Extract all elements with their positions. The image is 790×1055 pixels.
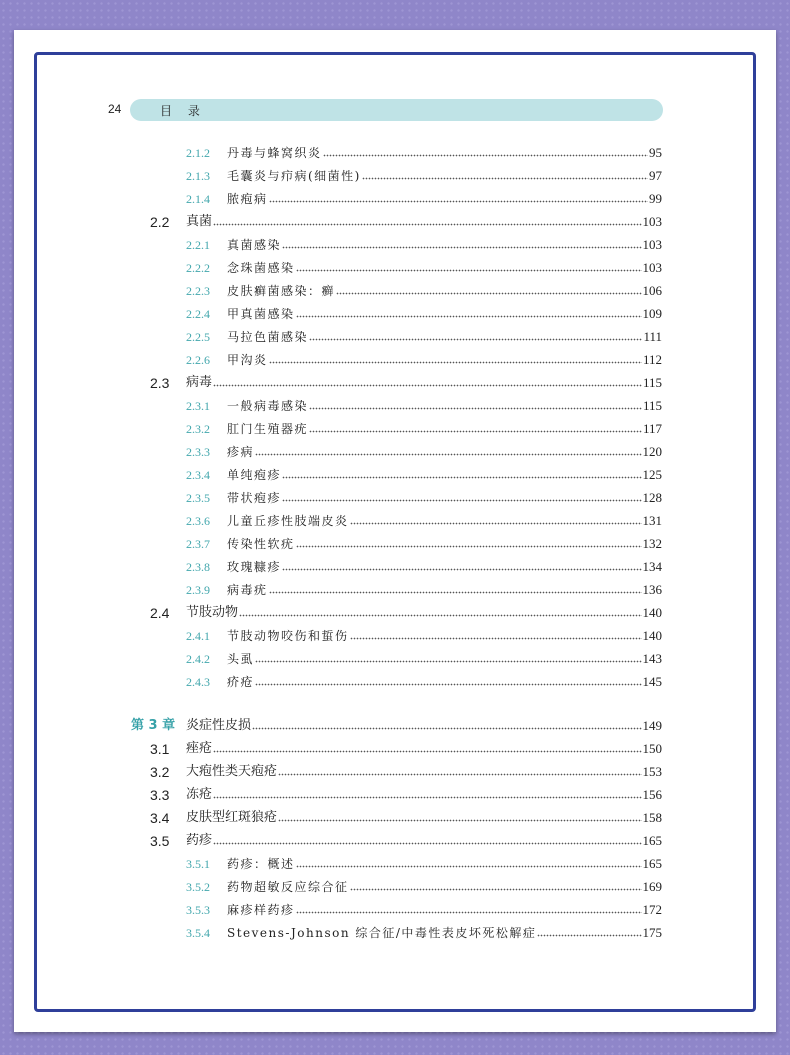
toc-entry-number: 2.1.4 bbox=[186, 192, 210, 206]
toc-entry-page: 136 bbox=[642, 582, 662, 597]
toc-entry-number: 2.3.1 bbox=[186, 399, 210, 413]
toc-entry-page: 149 bbox=[642, 718, 662, 733]
toc-entry-title: 真菌 bbox=[186, 214, 213, 229]
header-title: 目 录 bbox=[160, 104, 206, 118]
toc-entry-page: 153 bbox=[642, 764, 662, 779]
dot-leader bbox=[296, 304, 642, 318]
dot-leader bbox=[336, 281, 641, 295]
toc-entry-number: 3.1 bbox=[150, 741, 170, 757]
dot-leader bbox=[296, 534, 642, 548]
toc-entry-number: 2.3 bbox=[150, 375, 170, 391]
toc-entry-title: 一般病毒感染 bbox=[227, 399, 309, 413]
toc-entry-page: 145 bbox=[642, 674, 662, 689]
toc-entry-sub[interactable] bbox=[186, 532, 662, 552]
toc-entry-page: 125 bbox=[642, 467, 662, 482]
toc-entry-title: 疹病 bbox=[227, 445, 255, 459]
toc-entry-page: 140 bbox=[642, 628, 662, 643]
toc-entry-title: 节肢动物 bbox=[186, 605, 239, 620]
toc-entry-sub[interactable] bbox=[186, 187, 662, 207]
dot-leader bbox=[213, 739, 641, 753]
dot-leader bbox=[269, 350, 642, 364]
toc-entry-number: 3.4 bbox=[150, 810, 170, 826]
toc-entry-number: 2.1.2 bbox=[186, 146, 210, 160]
toc-entry-sub[interactable] bbox=[186, 141, 662, 161]
dot-leader bbox=[296, 854, 642, 868]
dot-leader bbox=[537, 923, 641, 937]
toc-entry-sec[interactable] bbox=[150, 737, 662, 757]
toc-entry-title: 病毒疣 bbox=[227, 583, 268, 597]
toc-entry-number: 3.3 bbox=[150, 787, 170, 803]
toc-entry-chap[interactable] bbox=[131, 714, 662, 734]
toc-entry-title: 节肢动物咬伤和蜇伤 bbox=[227, 629, 349, 643]
toc-entry-page: 99 bbox=[649, 191, 662, 206]
toc-entry-title: 痤疮 bbox=[186, 741, 213, 756]
dot-leader bbox=[213, 785, 641, 799]
dot-leader bbox=[213, 212, 641, 226]
toc-entry-page: 169 bbox=[642, 879, 662, 894]
dot-leader bbox=[213, 831, 641, 845]
dot-leader bbox=[296, 258, 642, 272]
toc-entry-number: 2.4.3 bbox=[186, 675, 210, 689]
toc-entry-sec[interactable] bbox=[150, 601, 662, 621]
toc-entry-number: 3.5.1 bbox=[186, 857, 210, 871]
toc-entry-page: 156 bbox=[642, 787, 662, 802]
toc-entry-sec[interactable] bbox=[150, 806, 662, 826]
toc-entry-sub[interactable] bbox=[186, 417, 662, 437]
dot-leader bbox=[255, 672, 641, 686]
toc-entry-sub[interactable] bbox=[186, 325, 662, 345]
toc-entry-number: 2.2 bbox=[150, 214, 170, 230]
dot-leader bbox=[282, 557, 641, 571]
toc-entry-title: 丹毒与蜂窝织炎 bbox=[227, 146, 322, 160]
toc-entry-number: 2.2.6 bbox=[186, 353, 210, 367]
toc-entry-sub[interactable] bbox=[186, 164, 662, 184]
toc-entry-title: 肛门生殖器疣 bbox=[227, 422, 309, 436]
toc-entry-page: 143 bbox=[642, 651, 662, 666]
toc-entry-title: 冻疮 bbox=[186, 787, 213, 802]
toc-entry-page: 117 bbox=[642, 421, 662, 436]
toc-entry-title: 念珠菌感染 bbox=[227, 261, 295, 275]
toc-entry-number: 2.3.4 bbox=[186, 468, 210, 482]
dot-leader bbox=[362, 166, 648, 180]
dot-leader bbox=[252, 716, 641, 730]
toc-entry-sec[interactable] bbox=[150, 371, 662, 391]
toc-entry-page: 172 bbox=[642, 902, 662, 917]
toc-entry-title: 病毒 bbox=[186, 375, 213, 390]
toc-entry-page: 106 bbox=[642, 283, 662, 298]
toc-entry-page: 115 bbox=[642, 398, 662, 413]
toc-entry-sub[interactable] bbox=[186, 348, 662, 368]
dot-leader bbox=[350, 511, 642, 525]
toc-entry-sub[interactable] bbox=[186, 394, 662, 414]
toc-entry-title: 真菌感染 bbox=[227, 238, 282, 252]
toc-entry-title: 单纯疱疹 bbox=[227, 468, 282, 482]
toc-entry-page: 175 bbox=[642, 925, 662, 940]
dot-leader bbox=[350, 626, 642, 640]
page-number: 24 bbox=[108, 102, 122, 116]
toc-entry-title: 大疱性类天疱疮 bbox=[186, 764, 278, 779]
toc-entry-title: 疥疮 bbox=[227, 675, 255, 689]
toc-entry-sec[interactable] bbox=[150, 210, 662, 230]
toc-entry-title: 药疹 bbox=[186, 833, 213, 848]
toc-entry-number: 2.2.5 bbox=[186, 330, 210, 344]
toc-entry-number: 2.3.2 bbox=[186, 422, 210, 436]
toc-entry-number: 2.3.7 bbox=[186, 537, 210, 551]
toc-entry-title: 甲真菌感染 bbox=[227, 307, 295, 321]
toc-entry-number: 2.3.6 bbox=[186, 514, 210, 528]
toc-entry-sec[interactable] bbox=[150, 829, 662, 849]
dot-leader bbox=[296, 900, 642, 914]
dot-leader bbox=[278, 762, 641, 776]
toc-entry-sub[interactable] bbox=[186, 486, 662, 506]
toc-entry-title: 马拉色菌感染 bbox=[227, 330, 309, 344]
toc-entry-number: 2.4.1 bbox=[186, 629, 210, 643]
toc-entry-number: 2.3.8 bbox=[186, 560, 210, 574]
toc-entry-page: 165 bbox=[642, 833, 662, 848]
toc-entry-number: 2.2.2 bbox=[186, 261, 210, 275]
toc-entry-sub[interactable] bbox=[186, 852, 662, 872]
toc-entry-title: 带状疱疹 bbox=[227, 491, 282, 505]
toc-entry-title: 皮肤癣菌感染：癣 bbox=[227, 284, 336, 298]
toc-entry-page: 111 bbox=[643, 329, 662, 344]
toc-entry-number: 第 3 章 bbox=[131, 718, 176, 733]
dot-leader bbox=[213, 373, 642, 387]
toc-entry-title: 儿童丘疹性肢端皮炎 bbox=[227, 514, 349, 528]
toc-entry-sub[interactable] bbox=[186, 670, 662, 690]
toc-entry-page: 134 bbox=[642, 559, 662, 574]
toc-entry-title: 毛囊炎与疖病(细菌性) bbox=[227, 169, 361, 183]
dot-leader bbox=[350, 877, 642, 891]
toc-entry-page: 109 bbox=[642, 306, 662, 321]
toc-entry-page: 115 bbox=[642, 375, 662, 390]
dot-leader bbox=[269, 580, 642, 594]
toc-entry-page: 165 bbox=[642, 856, 662, 871]
toc-entry-number: 3.5.3 bbox=[186, 903, 210, 917]
dot-leader bbox=[309, 396, 642, 410]
dot-leader bbox=[278, 808, 641, 822]
toc-entry-sub[interactable] bbox=[186, 898, 662, 918]
toc-entry-number: 3.5 bbox=[150, 833, 170, 849]
dot-leader bbox=[309, 419, 642, 433]
toc-entry-number: 2.1.3 bbox=[186, 169, 210, 183]
toc-entry-title: 麻疹样药疹 bbox=[227, 903, 295, 917]
toc-entry-number: 2.3.9 bbox=[186, 583, 210, 597]
dot-leader bbox=[255, 649, 641, 663]
toc-entry-sub[interactable] bbox=[186, 647, 662, 667]
dot-leader bbox=[323, 143, 648, 157]
dot-leader bbox=[282, 465, 641, 479]
toc-entry-page: 112 bbox=[642, 352, 662, 367]
toc-entry-number: 2.3.5 bbox=[186, 491, 210, 505]
toc-entry-sub[interactable] bbox=[186, 921, 662, 941]
toc-entry-page: 150 bbox=[642, 741, 662, 756]
toc-entry-page: 128 bbox=[642, 490, 662, 505]
toc-entry-sec[interactable] bbox=[150, 760, 662, 780]
toc-entry-sub[interactable] bbox=[186, 509, 662, 529]
toc-entry-title: 脓疱病 bbox=[227, 192, 268, 206]
toc-entry-sub[interactable] bbox=[186, 624, 662, 644]
toc-entry-number: 2.3.3 bbox=[186, 445, 210, 459]
toc-entry-sec[interactable] bbox=[150, 783, 662, 803]
toc-entry-page: 131 bbox=[642, 513, 662, 528]
toc-entry-page: 158 bbox=[642, 810, 662, 825]
toc-entry-title: 药疹：概述 bbox=[227, 857, 295, 871]
toc-entry-page: 95 bbox=[649, 145, 662, 160]
dot-leader bbox=[239, 603, 641, 617]
toc-entry-title: 头虱 bbox=[227, 652, 255, 666]
toc-entry-page: 120 bbox=[642, 444, 662, 459]
toc-entry-title: 玫瑰糠疹 bbox=[227, 560, 282, 574]
dot-leader bbox=[269, 189, 648, 203]
toc-entry-number: 3.5.2 bbox=[186, 880, 210, 894]
toc-entry-page: 97 bbox=[649, 168, 662, 183]
toc-entry-page: 132 bbox=[642, 536, 662, 551]
toc-entry-number: 2.2.4 bbox=[186, 307, 210, 321]
toc-entry-title: 药物超敏反应综合征 bbox=[227, 880, 349, 894]
toc-entry-number: 2.4.2 bbox=[186, 652, 210, 666]
toc-entry-sub[interactable] bbox=[186, 578, 662, 598]
toc-entry-title: 皮肤型红斑狼疮 bbox=[186, 810, 278, 825]
toc-entry-page: 140 bbox=[642, 605, 662, 620]
dot-leader bbox=[309, 327, 642, 341]
toc-entry-sub[interactable] bbox=[186, 256, 662, 276]
toc-entry-number: 3.2 bbox=[150, 764, 170, 780]
toc-entry-number: 3.5.4 bbox=[186, 926, 210, 940]
dot-leader bbox=[282, 235, 641, 249]
toc-entry-sub[interactable] bbox=[186, 555, 662, 575]
dot-leader bbox=[255, 442, 641, 456]
toc-entry-number: 2.2.1 bbox=[186, 238, 210, 252]
toc-entry-sub[interactable] bbox=[186, 302, 662, 322]
toc-entry-sub[interactable] bbox=[186, 279, 662, 299]
toc-entry-page: 103 bbox=[642, 237, 662, 252]
toc-entry-sub[interactable] bbox=[186, 875, 662, 895]
toc-entry-number: 2.2.3 bbox=[186, 284, 210, 298]
toc-entry-number: 2.4 bbox=[150, 605, 170, 621]
toc-entry-title: 传染性软疣 bbox=[227, 537, 295, 551]
toc-entry-title: 炎症性皮损 bbox=[186, 718, 252, 733]
toc-entry-sub[interactable] bbox=[186, 440, 662, 460]
toc-entry-sub[interactable] bbox=[186, 463, 662, 483]
toc-entry-page: 103 bbox=[642, 214, 662, 229]
toc-entry-title: Stevens-Johnson 综合征/中毒性表皮坏死松解症 bbox=[227, 926, 537, 940]
dot-leader bbox=[282, 488, 641, 502]
toc-entry-sub[interactable] bbox=[186, 233, 662, 253]
toc-entry-page: 103 bbox=[642, 260, 662, 275]
toc-entry-title: 甲沟炎 bbox=[227, 353, 268, 367]
